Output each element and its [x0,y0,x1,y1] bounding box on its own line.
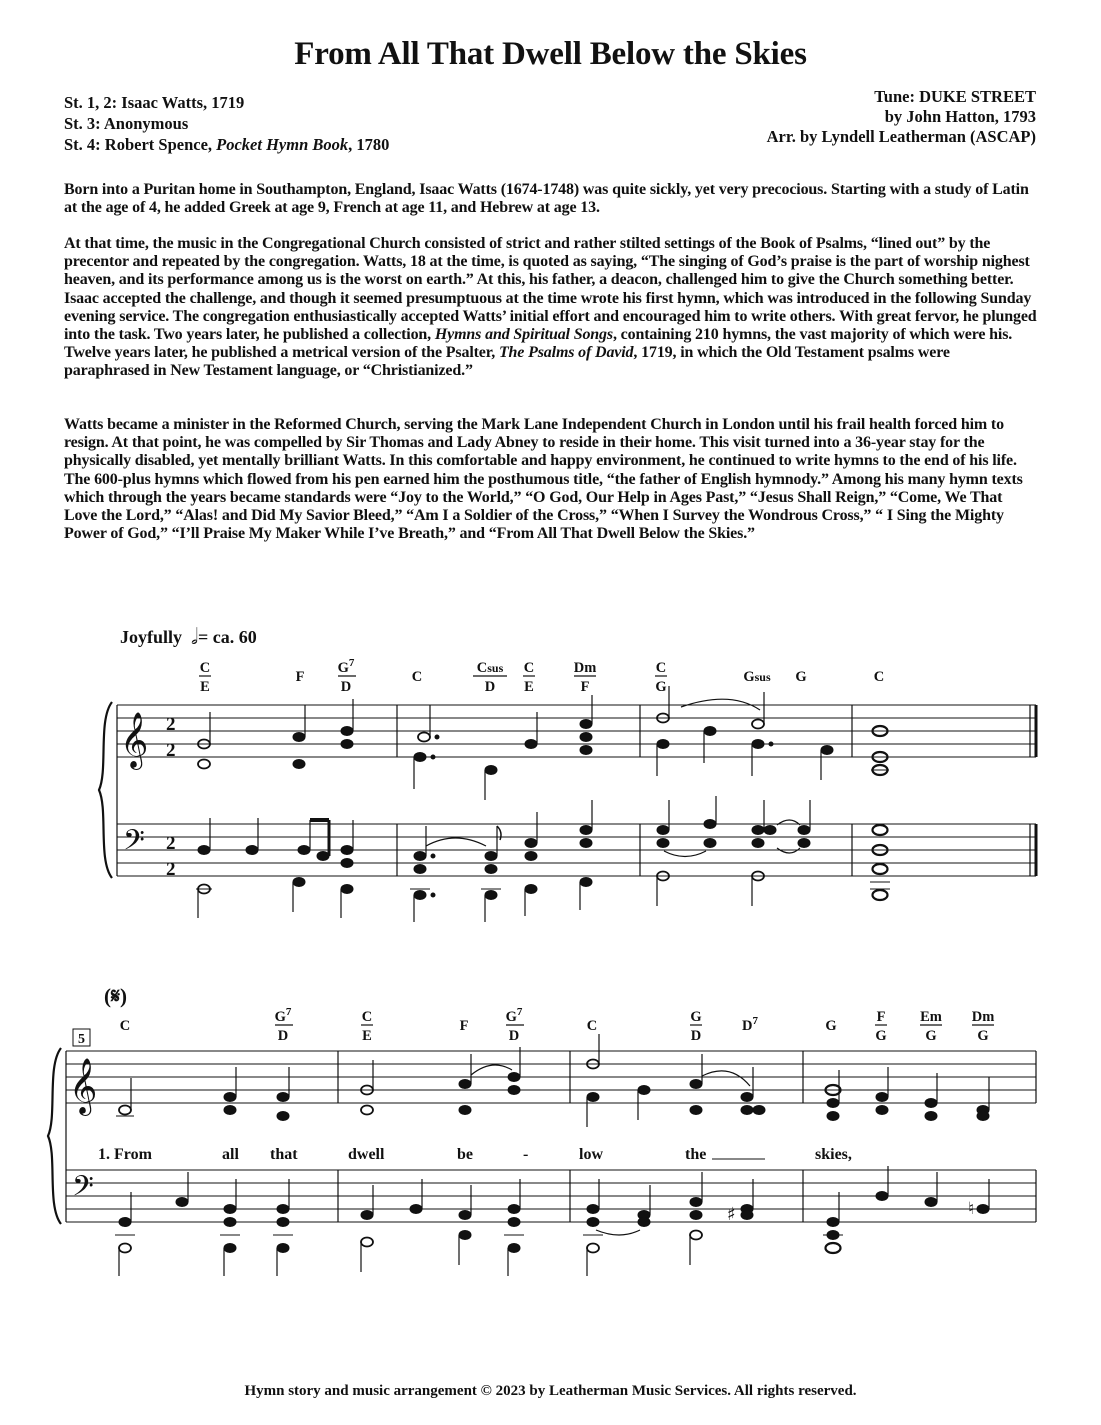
chord-symbol [655,660,667,695]
chord-symbol [523,660,535,695]
treble-clef-icon: 𝄞 [69,1058,98,1114]
svg-text:C: C [523,660,535,676]
story-p2-title-1: Hymns and Spiritual Songs [434,326,613,344]
svg-text:Csus: Csus [476,660,504,676]
credit-line-1: St. 1, 2: Isaac Watts, 1719 [64,93,245,112]
svg-text:D7: $D^7$ [742,1015,758,1034]
notes-system-2 [115,1034,989,1276]
svg-text:G7: $G^7$ [274,1006,292,1025]
chord-symbol [460,1018,469,1034]
lyric-syllable: - [523,1146,529,1163]
chord-symbol [742,1015,758,1034]
tune-name: Tune: DUKE STREET [874,87,1036,106]
svg-text:C: C [411,669,423,685]
chord-row-2 [120,1006,995,1044]
tempo-word: Joyfully [120,627,183,647]
copyright-footer: Hymn story and music arrangement © 2023 by Leatherman Music Services. All rights reserved. [244,1383,857,1399]
svg-text:E: E [524,679,534,695]
notes-system-1 [196,686,890,922]
measure-number: 5 [78,1032,85,1047]
lyric-syllable: all [222,1146,239,1163]
svg-text:G: G [690,1009,702,1025]
chord-symbol [199,660,211,695]
brace-icon [99,702,112,878]
svg-text:D: D [508,1028,520,1044]
svg-text:D: D [340,679,352,695]
natural-icon: ♮ [968,1199,975,1219]
sharp-icon: ♯ [727,1204,736,1225]
lyric-syllable: low [579,1146,603,1163]
bass-staff-2 [66,1170,1036,1222]
time-sig-top: 2 [166,714,176,735]
chord-symbol [874,669,884,685]
tempo-value: = ca. 60 [198,627,257,647]
chord-symbol [296,669,305,685]
chord-symbol [338,657,356,695]
svg-text:E: E [362,1028,372,1044]
svg-text:Dm: Dm [573,660,597,676]
bass-clef-icon: 𝄢 [72,1170,94,1210]
svg-text:Em: Em [920,1009,942,1025]
story-p2-part-c: , 1719, in which the Old Testament psalms were paraphrased in New Testament language, or “Christianized.” [64,344,950,380]
svg-text:D: D [277,1028,289,1044]
credit-line-3-book: Pocket Hymn Book [216,135,349,154]
chord-symbol [275,1006,293,1044]
svg-text:D: D [690,1028,702,1044]
system-1 [99,702,1036,878]
half-note-icon: 𝅗𝅥 [191,625,199,650]
chord-symbol [574,660,597,695]
chord-symbol [743,669,771,685]
chord-symbol [587,1018,597,1034]
chord-symbol [825,1018,836,1034]
svg-text:C: C [199,660,211,676]
time-sig-top-bass: 2 [166,833,176,854]
chord-symbol [795,669,806,685]
svg-text:C: C [873,669,885,685]
svg-text:G: G [655,679,667,695]
treble-staff-1 [117,705,1036,757]
svg-text:G7: $G^7$ [337,657,355,676]
chord-row-1 [199,657,884,695]
svg-text:Dm: Dm [971,1009,995,1025]
svg-text:F: F [295,669,305,685]
svg-text:F: F [876,1009,886,1025]
chord-symbol [412,669,422,685]
bass-clef-icon: 𝄢 [123,824,145,864]
time-sig-bottom: 2 [166,740,176,761]
chord-symbol [875,1009,887,1044]
svg-text:G: G [825,1018,837,1034]
svg-text:Gsus: Gsus [743,669,771,685]
credit-line-2: St. 3: Anonymous [64,114,189,133]
lyric-syllable: dwell [348,1146,385,1163]
svg-text:F: F [580,679,590,695]
brace-icon [48,1048,61,1224]
chord-symbol [120,1018,130,1034]
story-p2-title-2: The Psalms of David [498,344,634,362]
chord-symbol [506,1006,524,1044]
chord-symbol [473,660,507,695]
svg-text:D: D [484,679,496,695]
credit-line-3-prefix: St. 4: Robert Spence, [64,135,217,154]
lyric-syllable: skies, [815,1146,852,1163]
lyric-syllable: 1. From [98,1146,152,1163]
chord-symbol [690,1009,702,1044]
time-sig-bottom-bass: 2 [166,859,176,880]
lyric-syllable: be [457,1146,473,1163]
svg-text:C: C [361,1009,373,1025]
tune-arranger: Arr. by Lyndell Leatherman (ASCAP) [766,127,1036,146]
chord-symbol [972,1009,995,1044]
page-title: From All That Dwell Below the Skies [294,36,807,72]
story-p2-part-b: , containing 210 hymns, the vast majority of which were his. Twelve years later, he published a metrical version of the Psalter, [64,326,1013,362]
lyrics-row [98,1146,852,1163]
story-paragraph-3: Watts became a minister in the Reformed Church, serving the Mark Lane Independent Church in London until his frail health forced him to resign. At that point, he was compelled by Sir Thomas and Lady Abney to reside in their home. This visit turned into a 36-year stay for the physically disabled, yet mentally brilliant Watts. In this comfortable and happy environment, he continued to write hymns to the end of his life. The 600-plus hymns which flowed from his pen earned him the posthumous title, “the father of English hymnody.” Among his many hymn texts which through the years became standards were “Joy to the World,” “O God, Our Help in Ages Past,” “Jesus Shall Reign,” “Come, We That Love the Lord,” “Alas! and Did My Savior Bleed,” “Am I a Soldier of the Cross,” “When I Survey the Wondrous Cross,” “ I Sing the Mighty Power of God,” “I’ll Praise My Maker While I’ve Breath,” and “From All That Dwell Below the Skies.” [64,416,1023,543]
svg-text:E: E [200,679,210,695]
svg-text:G: G [795,669,807,685]
svg-text:C: C [586,1018,598,1034]
chord-symbol [361,1009,373,1044]
chord-symbol [920,1009,942,1044]
lyric-syllable: the [685,1146,707,1163]
story-p2-part-a: At that time, the music in the Congregational Church consisted of strict and rather stilted settings of the Book of Psalms, “lined out” by the precentor and repeated by the congregation. Watts, 18 at the time, is quoted as saying, “The singing of God’s praise is the part of worship nighest heaven, and its performance among us is the worst on earth.” At this, his father, a deacon, challenged him to give the Church something better. Isaac accepted the challenge, and though it seemed presumptuous at the time wrote his first hymn, which was introduced in the following Sunday evening service. The congregation enthusiastically accepted Watts’ initial effort and encouraged him to write others. With great fervor, he plunged into the task. Two years later, he published a collection, [64,235,1037,344]
svg-text:G: G [977,1028,989,1044]
credit-line-3-suffix: , 1780 [348,135,390,154]
tune-composer: by John Hatton, 1793 [884,107,1036,126]
svg-text:C: C [655,660,667,676]
svg-text:F: F [459,1018,469,1034]
treble-clef-icon: 𝄞 [120,712,149,768]
svg-text:C: C [119,1018,131,1034]
svg-text:G7: $G^7$ [505,1006,523,1025]
story-paragraph-1: Born into a Puritan home in Southampton, England, Isaac Watts (1674-1748) was quite sickly, yet very precocious. Starting with a study of Latin at the age of 4, he added Greek at age 9, French at age 11, and Hebrew at age 13. [64,181,1029,217]
lyric-syllable: that [270,1146,298,1163]
svg-text:G: G [925,1028,937,1044]
treble-staff-2 [66,1051,1036,1103]
svg-text:G: G [875,1028,887,1044]
segno-icon: (𝄋) [104,984,128,1008]
